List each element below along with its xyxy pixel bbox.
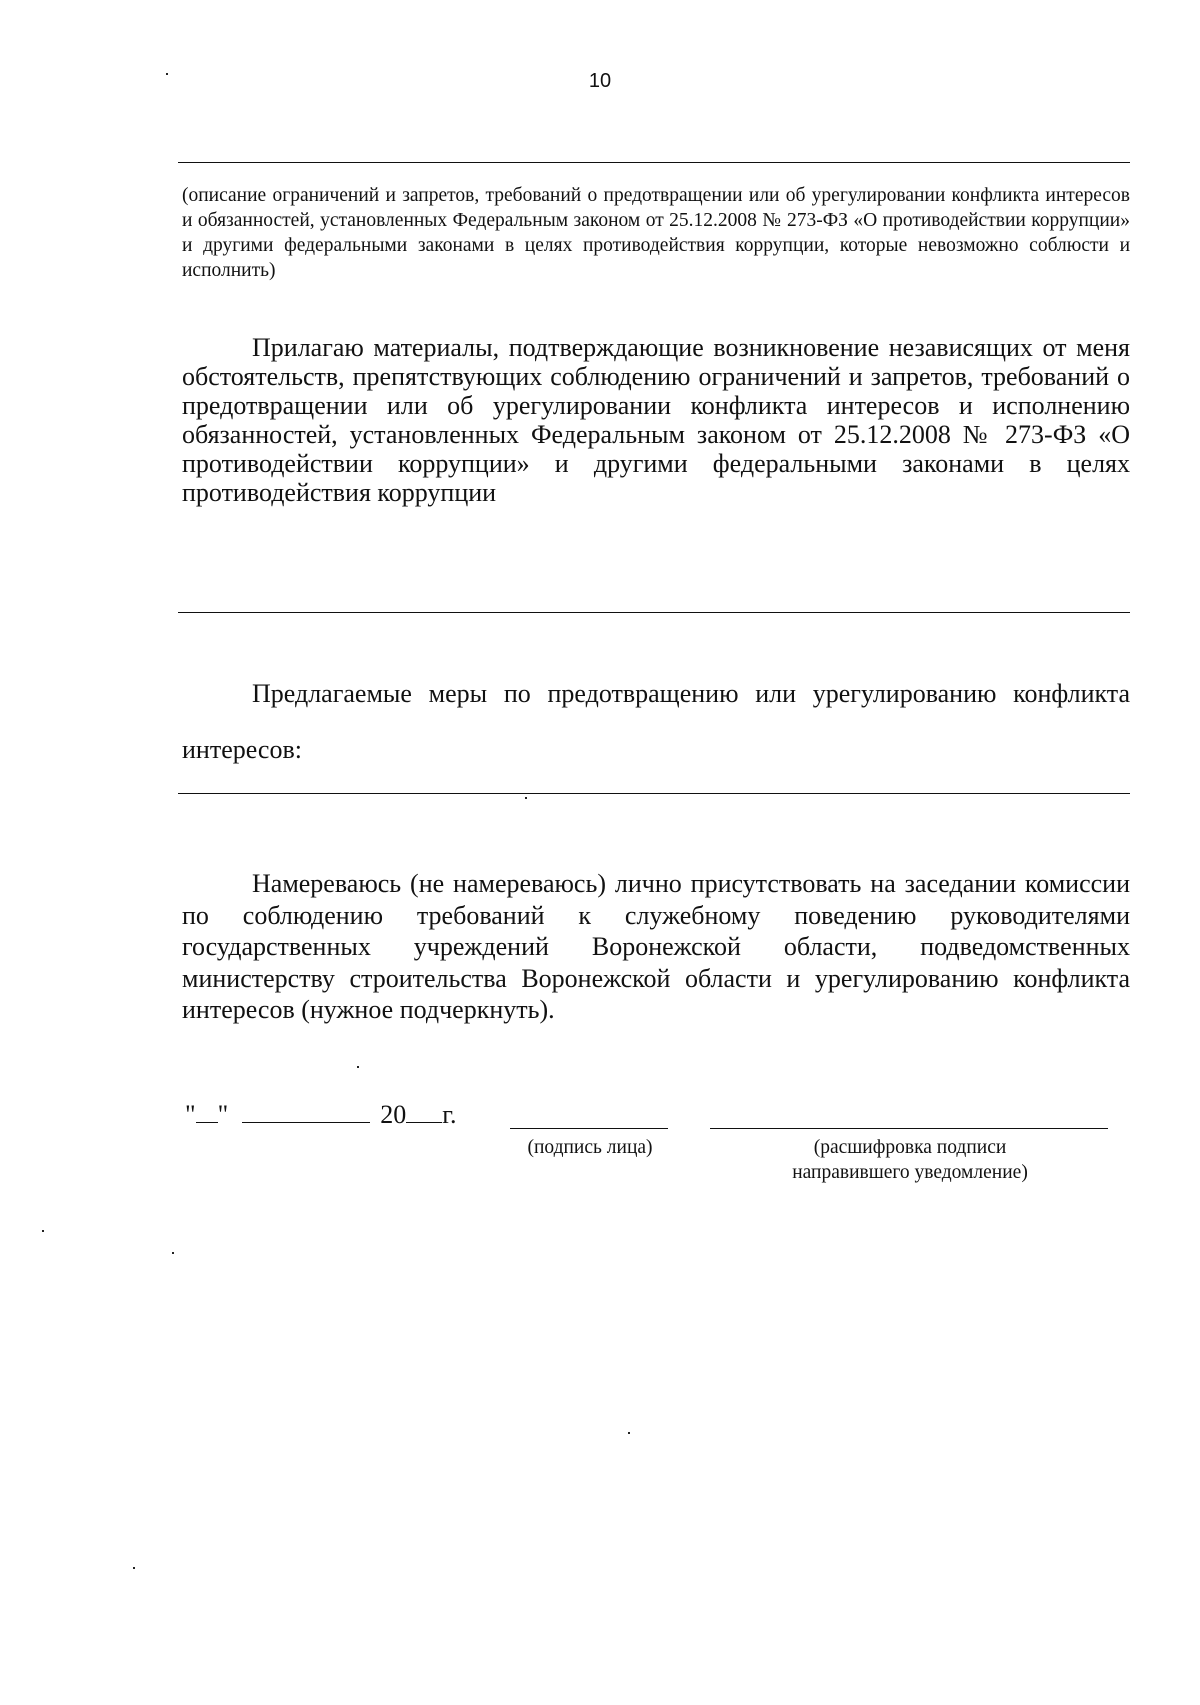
quote-open: " — [185, 1100, 196, 1129]
restriction-caption: (описание ограничений и запретов, требований о предотвращении или об урегулировании конфликта интересов и обязанностей, установленных Федеральным законом от 25.12.2008 № 273-ФЗ «О противодействии коррупции» и другими федеральными законами в целях противодействия коррупции, которые невозможно соблюсти и исполнить) — [182, 185, 1130, 281]
attachments-paragraph: Прилагаю материалы, подтверждающие возникновение независящих от меня обстоятельств, препятствующих соблюдению ограничений и запретов, требований о предотвращении или об урегулировании конфликта интересов и исполнению обязанностей, установленных Федеральным законом от 25.12.2008 № 273-ФЗ «О противодействии коррупции» и другими федеральными законами в целях противодействия коррупции — [182, 333, 1130, 507]
signature-line — [510, 1128, 668, 1129]
day-blank — [196, 1102, 218, 1123]
year-suffix: г. — [442, 1100, 457, 1129]
month-blank — [242, 1102, 370, 1123]
quote-close: " — [217, 1100, 229, 1129]
year-blank — [406, 1102, 442, 1123]
year-prefix: 20 — [380, 1100, 407, 1129]
scan-speck — [133, 1567, 135, 1569]
page-number: 10 — [588, 70, 612, 92]
scan-speck — [525, 797, 527, 799]
signature-row — [185, 1100, 456, 1130]
attachments-input-line — [178, 612, 1130, 613]
scan-speck — [357, 1066, 359, 1068]
measures-paragraph: Предлагаемые меры по предотвращению или урегулированию конфликта интересов: — [182, 679, 1130, 764]
signature-caption: (подпись лица) — [527, 1137, 653, 1158]
name-decoding-line — [710, 1128, 1108, 1129]
scan-speck — [172, 1252, 174, 1254]
intent-paragraph: Намереваюсь (не намереваюсь) лично присутствовать на заседании комиссии по соблюдению требований к служебному поведению руководителями государственных учреждений Воронежской области, подведомственных министерству строительства Воронежской области и урегулированию конфликта интересов (нужное подчеркнуть). — [182, 869, 1130, 1024]
scan-speck — [166, 73, 168, 75]
decoding-caption-line2: направившего уведомление) — [792, 1162, 1028, 1183]
scan-speck — [628, 1432, 630, 1434]
scan-speck — [42, 1230, 44, 1232]
restriction-input-line — [178, 162, 1130, 163]
decoding-caption-line1: (расшифровка подписи — [813, 1137, 1007, 1158]
measures-input-line — [178, 793, 1130, 794]
